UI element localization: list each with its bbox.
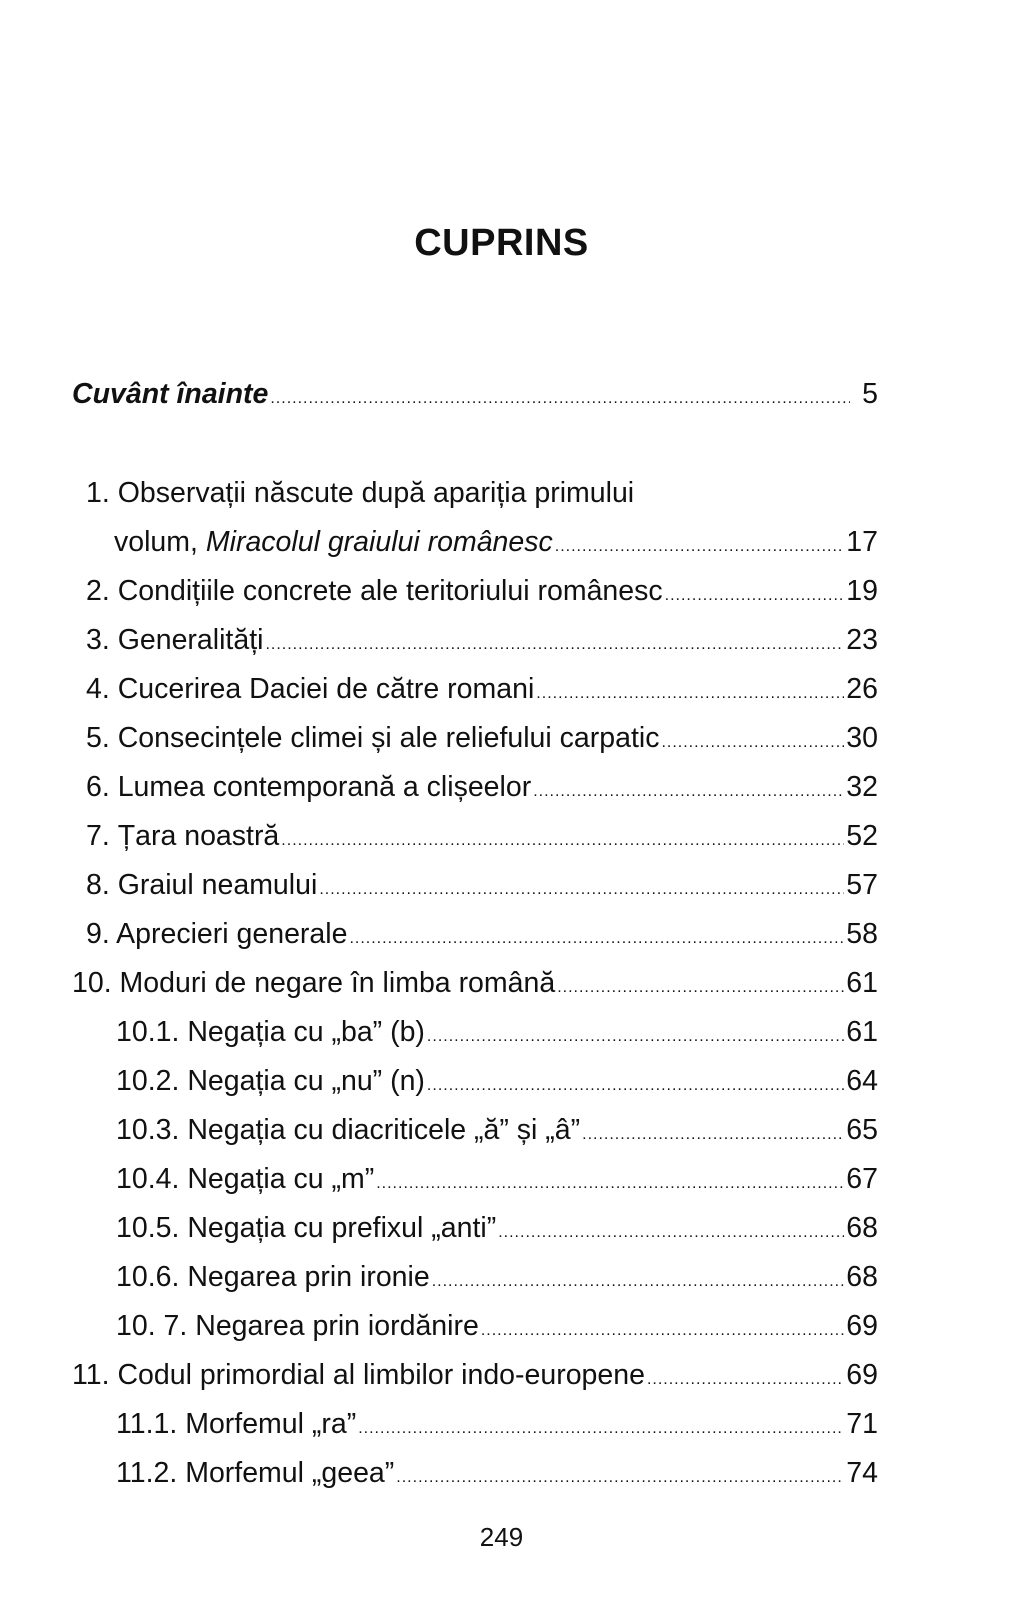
leader-dots [358,1420,844,1438]
toc-entry [72,967,878,1007]
toc-entry-number: 4. [86,673,110,705]
toc-entry-label: Țara noastră [117,820,280,852]
toc-subentry [116,1408,878,1448]
toc-entry-page: 32 [846,771,878,803]
toc-entry-number: 5. [86,722,110,754]
leader-dots [349,930,844,948]
toc-entry-label: Negația cu „ba” (b) [187,1016,425,1048]
toc-subentry [116,1016,878,1056]
toc-entry-number: 10.4. [116,1163,180,1195]
toc-subentry [116,1065,878,1105]
toc-entry-label: Aprecieri generale [116,918,348,950]
toc-entry-label: Morfemul „geea” [185,1457,395,1489]
toc-entry-label: Negarea prin ironie [187,1261,430,1293]
toc-entry-label: Negația cu prefixul „anti” [187,1212,497,1244]
toc-entry-label: Graiul neamului [117,869,318,901]
toc-entry-number: 10.5. [116,1212,180,1244]
toc-entry-number: 10.3. [116,1114,180,1146]
toc-entry-page: 68 [846,1261,878,1293]
leader-dots [647,1371,844,1389]
toc-subentry [116,1163,878,1203]
toc-entry-page: 30 [846,722,878,754]
toc-subentry [116,1261,878,1301]
toc-entry-number: 10.2. [116,1065,180,1097]
toc-entry-number: 10.6. [116,1261,180,1293]
leader-dots [376,1175,844,1193]
toc-entry [86,820,878,860]
toc-entry [86,722,878,762]
toc-entry [86,477,878,517]
toc-subentry [116,1212,878,1252]
toc-subentry [116,1457,878,1497]
toc-subentry [116,1310,878,1350]
toc-entry-label: Negația cu diacriticele „ă” și „â” [187,1114,581,1146]
toc-entry-number: 11.2. [116,1457,178,1489]
leader-dots [270,390,850,408]
toc-entry-label: Moduri de negare în limba română [119,967,556,999]
leader-dots [281,832,844,850]
toc-entry [86,575,878,615]
toc-entry-label: Negația cu „m” [187,1163,375,1195]
toc-entry-number: 3. [86,624,110,656]
toc-entry-label: Morfemul „ra” [185,1408,357,1440]
leader-dots [555,538,845,556]
leader-dots [557,979,844,997]
toc-entry-label: Negația cu „nu” (n) [187,1065,425,1097]
toc-entry-page: 71 [846,1408,878,1440]
page-number: 249 [479,1522,524,1552]
toc-entry-label: Cucerirea Daciei de către romani [117,673,535,705]
toc-entry-label: Lumea contemporană a clișeelor [117,771,532,803]
leader-dots [533,783,844,801]
leader-dots [265,636,844,654]
toc-entry-page: 67 [846,1163,878,1195]
toc-entry-number: 1. [86,477,110,509]
leader-dots [665,587,845,605]
toc-entry-number: 11.1. [116,1408,178,1440]
toc-entry [86,771,878,811]
toc-entry-page: 61 [846,1016,878,1048]
toc-entry-page: 68 [846,1212,878,1244]
leader-dots [582,1126,844,1144]
toc-entry-page: 69 [846,1359,878,1391]
leader-dots [661,734,844,752]
toc-entry-page: 65 [846,1114,878,1146]
toc-entry-page: 17 [846,526,878,558]
toc-entry-label: Cuvânt înainte [72,378,269,410]
toc-entry-page: 26 [846,673,878,705]
toc-entry-page: 52 [846,820,878,852]
toc-entry-number: 2. [86,575,110,607]
toc-entry-page: 58 [846,918,878,950]
book-title: Miracolul graiului românesc [205,526,553,558]
leader-dots [481,1322,844,1340]
toc-entry [86,673,878,713]
toc-entry-number: 6. [86,771,110,803]
toc-entry [72,1359,878,1399]
toc-entry-page: 69 [846,1310,878,1342]
toc-entry-number: 10. [72,967,112,999]
toc-entry-label: volum, [114,526,206,558]
toc-entry-page: 64 [846,1065,878,1097]
toc-entry-continuation [114,526,878,566]
leader-dots [427,1077,844,1095]
leader-dots [319,881,844,899]
leader-dots [427,1028,844,1046]
toc-entry-number: 10. 7. [116,1310,188,1342]
toc-entry-label: Condițiile concrete ale teritoriului românesc [117,575,663,607]
toc-entry-page: 5 [862,378,878,410]
toc-entry-label: Observații născute după apariția primului [117,477,635,509]
toc-entry-page: 57 [846,869,878,901]
toc-entry-label: Codul primordial al limbilor indo-europene [117,1359,645,1391]
leader-dots [432,1273,845,1291]
toc-entry [86,869,878,909]
toc-entry-label: Consecințele climei și ale reliefului carpatic [117,722,660,754]
leader-dots [498,1224,844,1242]
leader-dots [536,685,844,703]
toc-entry-label: Negarea prin iordănire [195,1310,479,1342]
toc-entry-page: 61 [846,967,878,999]
toc-entry-page: 23 [846,624,878,656]
toc-entry [86,918,878,958]
toc-entry [86,624,878,664]
toc-subentry [116,1114,878,1154]
leader-dots [396,1469,844,1487]
page-title: CUPRINS [414,222,589,264]
toc-entry-number: 8. [86,869,110,901]
toc-entry-page: 19 [846,575,878,607]
toc-entry-number: 10.1. [116,1016,180,1048]
toc-entry-number: 9. [86,918,110,950]
toc-entry-foreword [72,378,878,418]
toc-entry-number: 7. [86,820,110,852]
toc-entry-label: Generalități [117,624,264,656]
toc-entry-page: 74 [846,1457,878,1489]
toc-entry-number: 11. [72,1359,110,1391]
